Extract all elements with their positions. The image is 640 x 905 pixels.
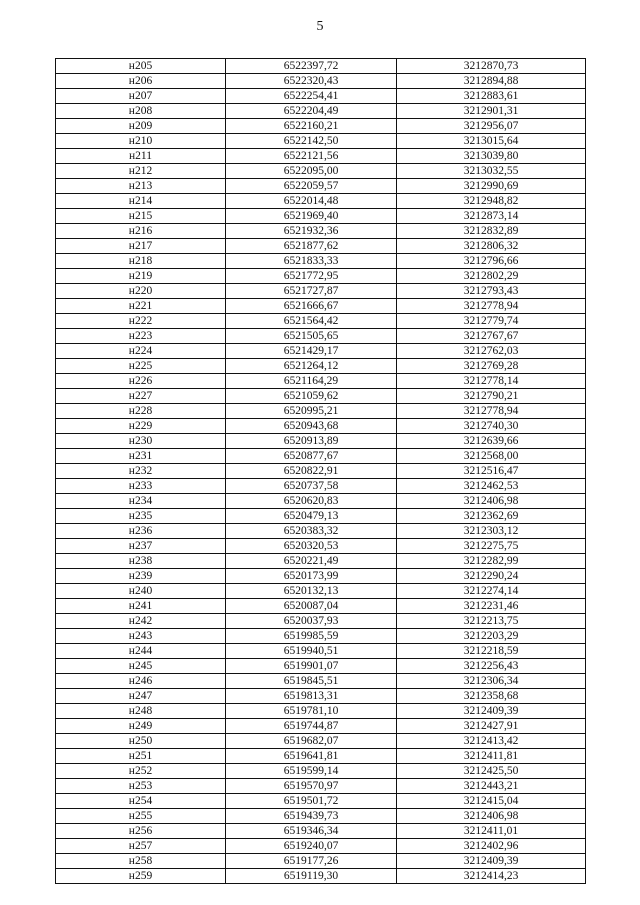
point-id-cell: н231 <box>56 449 226 464</box>
table-row <box>56 794 586 809</box>
point-id-cell: н218 <box>56 254 226 269</box>
point-id-cell: н256 <box>56 824 226 839</box>
table-row <box>56 569 586 584</box>
x-coordinate-cell: 6520995,21 <box>226 404 397 419</box>
table-row <box>56 539 586 554</box>
y-coordinate-cell: 3212411,01 <box>397 824 586 839</box>
x-coordinate-cell: 6522204,49 <box>226 104 397 119</box>
y-coordinate-cell: 3212802,29 <box>397 269 586 284</box>
point-id-cell: н219 <box>56 269 226 284</box>
coordinates-table <box>55 58 586 884</box>
table-row <box>56 419 586 434</box>
table-row <box>56 824 586 839</box>
point-id-cell: н234 <box>56 494 226 509</box>
y-coordinate-cell: 3212306,34 <box>397 674 586 689</box>
x-coordinate-cell: 6520479,13 <box>226 509 397 524</box>
point-id-cell: н230 <box>56 434 226 449</box>
y-coordinate-cell: 3212779,74 <box>397 314 586 329</box>
point-id-cell: н224 <box>56 344 226 359</box>
y-coordinate-cell: 3212427,91 <box>397 719 586 734</box>
x-coordinate-cell: 6520132,13 <box>226 584 397 599</box>
y-coordinate-cell: 3213039,80 <box>397 149 586 164</box>
y-coordinate-cell: 3212290,24 <box>397 569 586 584</box>
x-coordinate-cell: 6520620,83 <box>226 494 397 509</box>
x-coordinate-cell: 6519439,73 <box>226 809 397 824</box>
x-coordinate-cell: 6522160,21 <box>226 119 397 134</box>
point-id-cell: н226 <box>56 374 226 389</box>
x-coordinate-cell: 6519813,31 <box>226 689 397 704</box>
table-row <box>56 629 586 644</box>
y-coordinate-cell: 3212218,59 <box>397 644 586 659</box>
x-coordinate-cell: 6520822,91 <box>226 464 397 479</box>
point-id-cell: н211 <box>56 149 226 164</box>
y-coordinate-cell: 3212901,31 <box>397 104 586 119</box>
y-coordinate-cell: 3212894,88 <box>397 74 586 89</box>
x-coordinate-cell: 6522059,57 <box>226 179 397 194</box>
y-coordinate-cell: 3212790,21 <box>397 389 586 404</box>
y-coordinate-cell: 3212415,04 <box>397 794 586 809</box>
y-coordinate-cell: 3212406,98 <box>397 494 586 509</box>
x-coordinate-cell: 6519845,51 <box>226 674 397 689</box>
point-id-cell: н209 <box>56 119 226 134</box>
x-coordinate-cell: 6521772,95 <box>226 269 397 284</box>
x-coordinate-cell: 6520943,68 <box>226 419 397 434</box>
y-coordinate-cell: 3212870,73 <box>397 59 586 74</box>
y-coordinate-cell: 3212256,43 <box>397 659 586 674</box>
y-coordinate-cell: 3212303,12 <box>397 524 586 539</box>
point-id-cell: н216 <box>56 224 226 239</box>
y-coordinate-cell: 3212274,14 <box>397 584 586 599</box>
y-coordinate-cell: 3212411,81 <box>397 749 586 764</box>
table-row <box>56 599 586 614</box>
point-id-cell: н221 <box>56 299 226 314</box>
table-row <box>56 464 586 479</box>
y-coordinate-cell: 3213032,55 <box>397 164 586 179</box>
point-id-cell: н253 <box>56 779 226 794</box>
table-row <box>56 74 586 89</box>
table-row <box>56 269 586 284</box>
point-id-cell: н247 <box>56 689 226 704</box>
x-coordinate-cell: 6521666,67 <box>226 299 397 314</box>
table-row <box>56 584 586 599</box>
table-row <box>56 119 586 134</box>
table-row <box>56 449 586 464</box>
table-row <box>56 734 586 749</box>
table-row <box>56 509 586 524</box>
y-coordinate-cell: 3212425,50 <box>397 764 586 779</box>
table-row <box>56 344 586 359</box>
table-row <box>56 614 586 629</box>
point-id-cell: н212 <box>56 164 226 179</box>
x-coordinate-cell: 6519346,34 <box>226 824 397 839</box>
point-id-cell: н235 <box>56 509 226 524</box>
x-coordinate-cell: 6519240,07 <box>226 839 397 854</box>
page-number: 5 <box>316 19 324 34</box>
table-row <box>56 194 586 209</box>
y-coordinate-cell: 3212948,82 <box>397 194 586 209</box>
x-coordinate-cell: 6519985,59 <box>226 629 397 644</box>
y-coordinate-cell: 3212873,14 <box>397 209 586 224</box>
point-id-cell: н213 <box>56 179 226 194</box>
x-coordinate-cell: 6519682,07 <box>226 734 397 749</box>
x-coordinate-cell: 6520737,58 <box>226 479 397 494</box>
point-id-cell: н207 <box>56 89 226 104</box>
x-coordinate-cell: 6522014,48 <box>226 194 397 209</box>
table-row <box>56 104 586 119</box>
x-coordinate-cell: 6520320,53 <box>226 539 397 554</box>
point-id-cell: н228 <box>56 404 226 419</box>
y-coordinate-cell: 3212767,67 <box>397 329 586 344</box>
table-row <box>56 839 586 854</box>
table-row <box>56 374 586 389</box>
x-coordinate-cell: 6519177,26 <box>226 854 397 869</box>
table-row <box>56 149 586 164</box>
x-coordinate-cell: 6519570,97 <box>226 779 397 794</box>
y-coordinate-cell: 3212413,42 <box>397 734 586 749</box>
table-row <box>56 809 586 824</box>
point-id-cell: н243 <box>56 629 226 644</box>
point-id-cell: н257 <box>56 839 226 854</box>
point-id-cell: н215 <box>56 209 226 224</box>
table-row <box>56 89 586 104</box>
y-coordinate-cell: 3212443,21 <box>397 779 586 794</box>
table-row <box>56 224 586 239</box>
y-coordinate-cell: 3212769,28 <box>397 359 586 374</box>
table-row <box>56 359 586 374</box>
table-row <box>56 674 586 689</box>
point-id-cell: н210 <box>56 134 226 149</box>
y-coordinate-cell: 3212778,94 <box>397 404 586 419</box>
point-id-cell: н232 <box>56 464 226 479</box>
point-id-cell: н255 <box>56 809 226 824</box>
point-id-cell: н208 <box>56 104 226 119</box>
x-coordinate-cell: 6521877,62 <box>226 239 397 254</box>
x-coordinate-cell: 6519599,14 <box>226 764 397 779</box>
y-coordinate-cell: 3213015,64 <box>397 134 586 149</box>
table-row <box>56 764 586 779</box>
table-row <box>56 719 586 734</box>
table-row <box>56 869 586 884</box>
point-id-cell: н245 <box>56 659 226 674</box>
y-coordinate-cell: 3212409,39 <box>397 854 586 869</box>
table-row <box>56 329 586 344</box>
x-coordinate-cell: 6522320,43 <box>226 74 397 89</box>
x-coordinate-cell: 6522397,72 <box>226 59 397 74</box>
table-row <box>56 749 586 764</box>
x-coordinate-cell: 6521264,12 <box>226 359 397 374</box>
table-row <box>56 704 586 719</box>
x-coordinate-cell: 6519119,30 <box>226 869 397 884</box>
point-id-cell: н225 <box>56 359 226 374</box>
x-coordinate-cell: 6521505,65 <box>226 329 397 344</box>
x-coordinate-cell: 6520383,32 <box>226 524 397 539</box>
x-coordinate-cell: 6521429,17 <box>226 344 397 359</box>
y-coordinate-cell: 3212282,99 <box>397 554 586 569</box>
table-row <box>56 524 586 539</box>
x-coordinate-cell: 6519901,07 <box>226 659 397 674</box>
x-coordinate-cell: 6520913,89 <box>226 434 397 449</box>
table-row <box>56 134 586 149</box>
x-coordinate-cell: 6521833,33 <box>226 254 397 269</box>
y-coordinate-cell: 3212462,53 <box>397 479 586 494</box>
point-id-cell: н220 <box>56 284 226 299</box>
point-id-cell: н258 <box>56 854 226 869</box>
x-coordinate-cell: 6521969,40 <box>226 209 397 224</box>
y-coordinate-cell: 3212832,89 <box>397 224 586 239</box>
table-row <box>56 659 586 674</box>
point-id-cell: н217 <box>56 239 226 254</box>
y-coordinate-cell: 3212883,61 <box>397 89 586 104</box>
x-coordinate-cell: 6522254,41 <box>226 89 397 104</box>
point-id-cell: н244 <box>56 644 226 659</box>
point-id-cell: н238 <box>56 554 226 569</box>
y-coordinate-cell: 3212793,43 <box>397 284 586 299</box>
y-coordinate-cell: 3212213,75 <box>397 614 586 629</box>
coordinates-table-body <box>56 59 586 884</box>
table-row <box>56 404 586 419</box>
table-row <box>56 389 586 404</box>
y-coordinate-cell: 3212806,32 <box>397 239 586 254</box>
y-coordinate-cell: 3212778,14 <box>397 374 586 389</box>
table-row <box>56 479 586 494</box>
table-row <box>56 284 586 299</box>
y-coordinate-cell: 3212362,69 <box>397 509 586 524</box>
table-row <box>56 644 586 659</box>
table-row <box>56 254 586 269</box>
x-coordinate-cell: 6521164,29 <box>226 374 397 389</box>
point-id-cell: н248 <box>56 704 226 719</box>
y-coordinate-cell: 3212956,07 <box>397 119 586 134</box>
table-row <box>56 314 586 329</box>
table-row <box>56 299 586 314</box>
x-coordinate-cell: 6520037,93 <box>226 614 397 629</box>
y-coordinate-cell: 3212639,66 <box>397 434 586 449</box>
x-coordinate-cell: 6522121,56 <box>226 149 397 164</box>
x-coordinate-cell: 6521932,36 <box>226 224 397 239</box>
y-coordinate-cell: 3212516,47 <box>397 464 586 479</box>
table-row <box>56 854 586 869</box>
point-id-cell: н227 <box>56 389 226 404</box>
y-coordinate-cell: 3212990,69 <box>397 179 586 194</box>
point-id-cell: н252 <box>56 764 226 779</box>
point-id-cell: н251 <box>56 749 226 764</box>
point-id-cell: н223 <box>56 329 226 344</box>
table-row <box>56 59 586 74</box>
table-row <box>56 434 586 449</box>
point-id-cell: н246 <box>56 674 226 689</box>
x-coordinate-cell: 6520173,99 <box>226 569 397 584</box>
y-coordinate-cell: 3212409,39 <box>397 704 586 719</box>
y-coordinate-cell: 3212358,68 <box>397 689 586 704</box>
point-id-cell: н239 <box>56 569 226 584</box>
y-coordinate-cell: 3212203,29 <box>397 629 586 644</box>
point-id-cell: н229 <box>56 419 226 434</box>
x-coordinate-cell: 6519940,51 <box>226 644 397 659</box>
point-id-cell: н233 <box>56 479 226 494</box>
y-coordinate-cell: 3212402,96 <box>397 839 586 854</box>
y-coordinate-cell: 3212275,75 <box>397 539 586 554</box>
table-row <box>56 209 586 224</box>
x-coordinate-cell: 6520221,49 <box>226 554 397 569</box>
table-row <box>56 689 586 704</box>
point-id-cell: н205 <box>56 59 226 74</box>
table-row <box>56 779 586 794</box>
x-coordinate-cell: 6520087,04 <box>226 599 397 614</box>
x-coordinate-cell: 6521564,42 <box>226 314 397 329</box>
x-coordinate-cell: 6522095,00 <box>226 164 397 179</box>
x-coordinate-cell: 6520877,67 <box>226 449 397 464</box>
point-id-cell: н254 <box>56 794 226 809</box>
y-coordinate-cell: 3212406,98 <box>397 809 586 824</box>
y-coordinate-cell: 3212762,03 <box>397 344 586 359</box>
x-coordinate-cell: 6519641,81 <box>226 749 397 764</box>
x-coordinate-cell: 6519744,87 <box>226 719 397 734</box>
table-row <box>56 164 586 179</box>
point-id-cell: н249 <box>56 719 226 734</box>
point-id-cell: н241 <box>56 599 226 614</box>
point-id-cell: н206 <box>56 74 226 89</box>
x-coordinate-cell: 6522142,50 <box>226 134 397 149</box>
x-coordinate-cell: 6521727,87 <box>226 284 397 299</box>
table-row <box>56 494 586 509</box>
point-id-cell: н237 <box>56 539 226 554</box>
y-coordinate-cell: 3212740,30 <box>397 419 586 434</box>
point-id-cell: н240 <box>56 584 226 599</box>
point-id-cell: н236 <box>56 524 226 539</box>
point-id-cell: н222 <box>56 314 226 329</box>
y-coordinate-cell: 3212796,66 <box>397 254 586 269</box>
point-id-cell: н259 <box>56 869 226 884</box>
y-coordinate-cell: 3212778,94 <box>397 299 586 314</box>
y-coordinate-cell: 3212231,46 <box>397 599 586 614</box>
y-coordinate-cell: 3212568,00 <box>397 449 586 464</box>
x-coordinate-cell: 6521059,62 <box>226 389 397 404</box>
point-id-cell: н250 <box>56 734 226 749</box>
x-coordinate-cell: 6519501,72 <box>226 794 397 809</box>
x-coordinate-cell: 6519781,10 <box>226 704 397 719</box>
table-row <box>56 179 586 194</box>
table-row <box>56 239 586 254</box>
point-id-cell: н214 <box>56 194 226 209</box>
table-row <box>56 554 586 569</box>
y-coordinate-cell: 3212414,23 <box>397 869 586 884</box>
point-id-cell: н242 <box>56 614 226 629</box>
